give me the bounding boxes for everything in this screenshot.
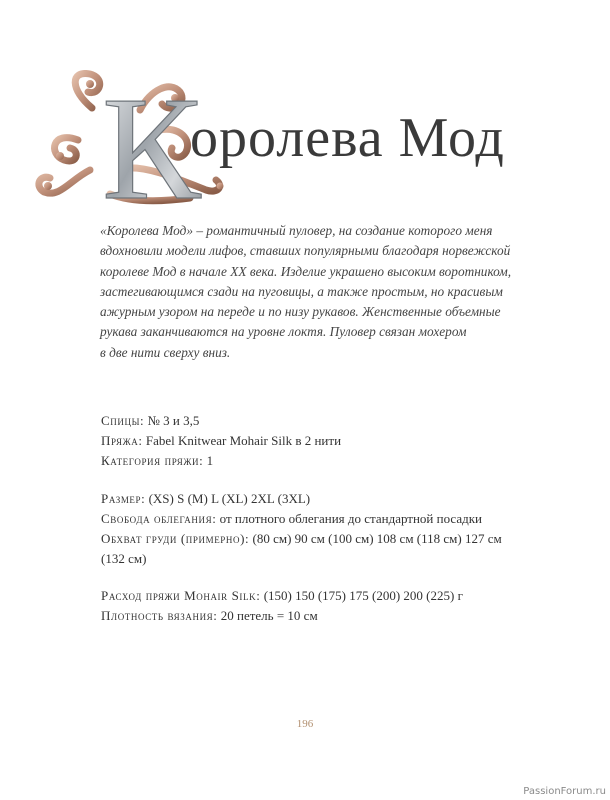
spec-ease (101, 509, 531, 529)
spec-value: 1 (203, 453, 214, 468)
spec-gauge (101, 606, 531, 626)
site-watermark: PassionForum.ru (523, 786, 606, 797)
spec-yarn-usage (101, 586, 531, 606)
spec-chest-continued: (132 см) (101, 551, 147, 566)
spec-value: Fabel Knitwear Mohair Silk в 2 нити (142, 433, 342, 448)
spec-value: от плотного облегания до стандартной посадки (216, 511, 483, 526)
intro-line: застегивающимся сзади на пуговицы, а также простым, но красивым (100, 283, 503, 299)
sizing-block (101, 489, 531, 569)
spec-value: (80 см) 90 см (100 см) 108 см (118 см) 127 см (249, 531, 502, 546)
intro-line: «Королева Мод» – романтичный пуловер, на создание которого меня (100, 223, 493, 238)
drop-cap-letter: К (102, 70, 201, 210)
intro-line: ажурным узором на переде и по низу рукавов. Женственные объемные (100, 304, 501, 320)
spec-chest (101, 529, 531, 549)
intro-line: вдохновили модели лифов, ставших популярными благодаря норвежской (100, 243, 511, 259)
spec-label: Категория пряжи: (101, 453, 204, 468)
spec-value: (150) 150 (175) 175 (200) 200 (225) г (260, 588, 463, 603)
intro-line: рукава заканчиваются на уровне локтя. Пуловер связан мохером (100, 324, 467, 340)
spec-value: № 3 и 3,5 (144, 413, 200, 428)
spec-label: Пряжа: (101, 433, 143, 448)
spec-size (101, 489, 531, 509)
spec-label: Плотность вязания: (101, 608, 218, 623)
spec-label: Свобода облегания: (101, 511, 217, 526)
spec-yarn-category (101, 451, 531, 471)
yarn-usage-block (101, 586, 531, 626)
intro-paragraph (100, 221, 520, 363)
intro-line: королеве Мод в начале XX века. Изделие украшено высоким воротником, (100, 263, 512, 279)
page-title: оролева Мод (190, 107, 505, 169)
spec-value: 20 петель = 10 см (217, 608, 318, 623)
spec-label: Расход пряжи Mohair Silk: (101, 588, 261, 603)
spec-value: (XS) S (M) L (XL) 2XL (3XL) (145, 491, 311, 506)
spec-label: Размер: (101, 491, 146, 506)
spec-needles (101, 411, 531, 431)
page-number: 196 (296, 718, 314, 730)
materials-block (101, 411, 531, 471)
spec-yarn (101, 431, 531, 451)
intro-line: в две нити сверху вниз. (100, 344, 231, 360)
spec-label: Спицы: (101, 413, 145, 428)
spec-label: Обхват груди (примерно): (101, 531, 250, 546)
